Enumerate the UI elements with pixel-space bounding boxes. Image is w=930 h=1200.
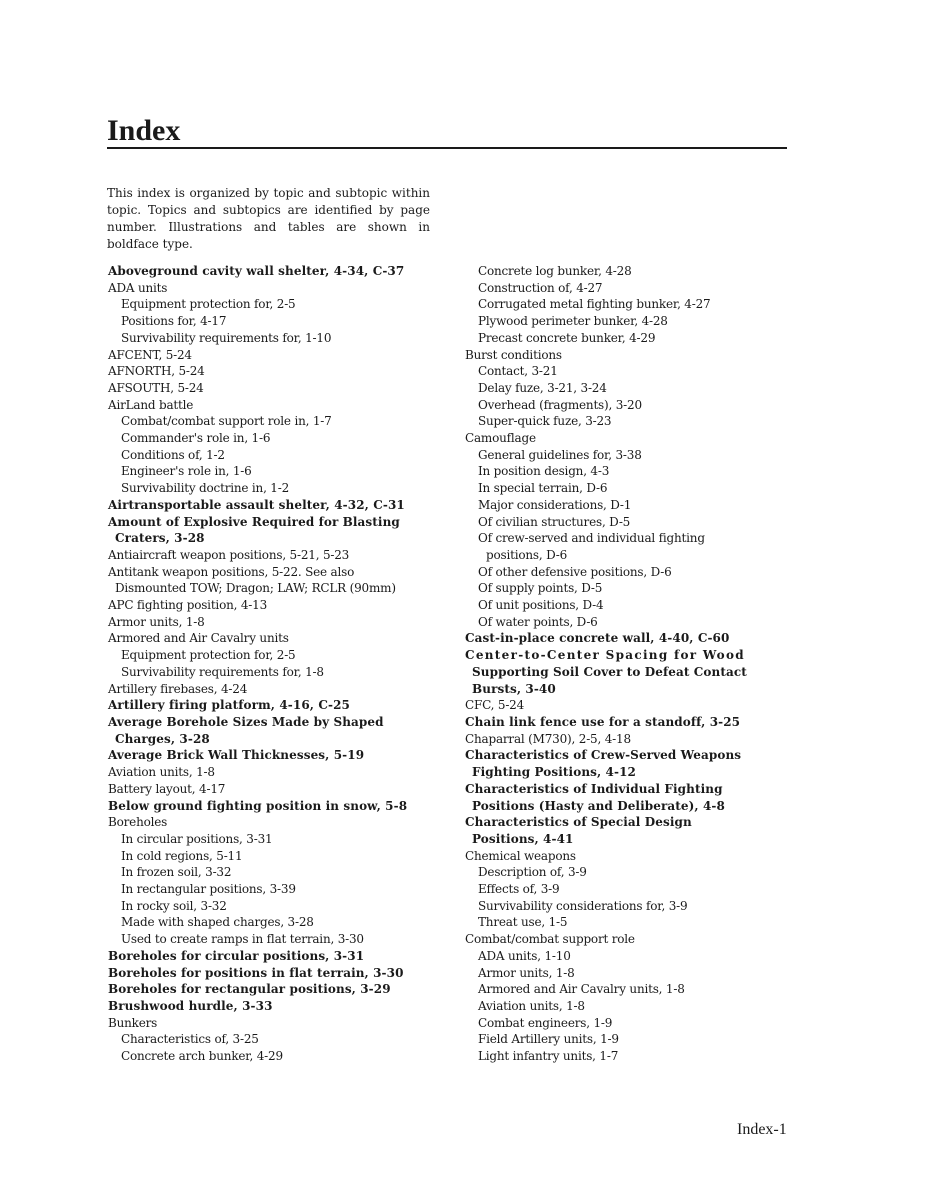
- index-subentry: Concrete arch bunker, 4-29: [121, 1049, 283, 1064]
- index-entry: Boreholes for positions in flat terrain, 3-30: [108, 965, 404, 980]
- index-subentry: Armored and Air Cavalry units, 1-8: [478, 982, 685, 997]
- index-entry: Characteristics of Individual Fighting: [465, 781, 723, 796]
- page-title: Index: [107, 114, 181, 147]
- index-entry-continuation: Positions, 4-41: [472, 831, 574, 846]
- index-entry: Camouflage: [465, 431, 536, 446]
- index-subentry: Made with shaped charges, 3-28: [121, 915, 314, 930]
- index-entry: Chaparral (M730), 2-5, 4-18: [465, 731, 631, 746]
- index-entry: Armor units, 1-8: [108, 614, 205, 629]
- index-entry: APC fighting position, 4-13: [108, 598, 268, 613]
- index-entry: Antitank weapon positions, 5-22. See also: [108, 564, 355, 579]
- index-entry: Artillery firing platform, 4-16, C-25: [108, 698, 350, 713]
- index-entry: Chain link fence use for a standoff, 3-25: [465, 714, 741, 729]
- index-entry: Airtransportable assault shelter, 4-32, C-31: [108, 497, 405, 512]
- index-subentry: Conditions of, 1-2: [121, 447, 225, 462]
- index-entry: Characteristics of Crew-Served Weapons: [465, 748, 742, 763]
- index-subentry: Of supply points, D-5: [478, 581, 603, 596]
- index-subentry: Survivability doctrine in, 1-2: [121, 481, 290, 496]
- index-entry: Antiaircraft weapon positions, 5-21, 5-23: [108, 547, 350, 562]
- index-subentry: Positions for, 4-17: [121, 314, 227, 329]
- index-subentry: Survivability considerations for, 3-9: [478, 898, 688, 913]
- index-entry: Combat/combat support role: [465, 932, 635, 947]
- index-entry: Amount of Explosive Required for Blasting: [108, 514, 400, 529]
- index-subentry: Armor units, 1-8: [478, 965, 575, 980]
- index-entry: Below ground fighting position in snow, 5-8: [108, 798, 408, 813]
- index-entry: AFCENT, 5-24: [108, 347, 192, 362]
- index-entry: Aviation units, 1-8: [108, 765, 215, 780]
- index-subentry: Combat engineers, 1-9: [478, 1015, 613, 1030]
- index-subentry: In cold regions, 5-11: [121, 848, 243, 863]
- index-entry: Battery layout, 4-17: [108, 781, 226, 796]
- index-entry: Boreholes: [108, 815, 168, 830]
- index-entry: Average Brick Wall Thicknesses, 5-19: [108, 748, 365, 763]
- index-entry-continuation: Positions (Hasty and Deliberate), 4-8: [472, 798, 725, 813]
- index-subentry: Of unit positions, D-4: [478, 598, 604, 613]
- index-subentry: Of civilian structures, D-5: [478, 514, 631, 529]
- index-subentry: ADA units, 1-10: [478, 948, 571, 963]
- index-entry: Burst conditions: [465, 347, 562, 362]
- index-intro: This index is organized by topic and subtopic within topic. Topics and subtopics are identified by page number. Illustrations and tables are shown in boldface type.: [107, 186, 430, 251]
- index-subentry: Effects of, 3-9: [478, 882, 560, 897]
- index-entry: CFC, 5-24: [465, 698, 525, 713]
- index-subentry: Description of, 3-9: [478, 865, 587, 880]
- index-entry: ADA units: [108, 280, 168, 295]
- index-entry: Artillery firebases, 4-24: [108, 681, 248, 696]
- index-subentry: Used to create ramps in flat terrain, 3-30: [121, 932, 364, 947]
- index-subentry: Delay fuze, 3-21, 3-24: [478, 380, 607, 395]
- index-entry-continuation: Charges, 3-28: [115, 731, 210, 746]
- index-subentry: Of water points, D-6: [478, 614, 598, 629]
- index-subentry: Characteristics of, 3-25: [121, 1032, 259, 1047]
- index-subentry: Precast concrete bunker, 4-29: [478, 330, 656, 345]
- index-subentry: In rocky soil, 3-32: [121, 898, 227, 913]
- index-subentry: Survivability requirements for, 1-10: [121, 330, 332, 345]
- index-subentry: Threat use, 1-5: [478, 915, 568, 930]
- index-subentry: In rectangular positions, 3-39: [121, 882, 296, 897]
- index-entry: Center-to-Center Spacing for Wood: [465, 648, 745, 663]
- index-subentry: Engineer's role in, 1-6: [121, 464, 252, 479]
- index-subentry: In circular positions, 3-31: [121, 831, 273, 846]
- index-subentry: In special terrain, D-6: [478, 481, 608, 496]
- index-subentry: Combat/combat support role in, 1-7: [121, 414, 332, 429]
- index-subentry: Contact, 3-21: [478, 364, 558, 379]
- index-entry: Chemical weapons: [465, 848, 576, 863]
- index-entry: Bunkers: [108, 1015, 158, 1030]
- index-subentry: Equipment protection for, 2-5: [121, 648, 296, 663]
- index-subentry: Corrugated metal fighting bunker, 4-27: [478, 297, 711, 312]
- index-subentry: Survivability requirements for, 1-8: [121, 664, 324, 679]
- index-subentry: Overhead (fragments), 3-20: [478, 397, 642, 412]
- index-subentry: Construction of, 4-27: [478, 280, 603, 295]
- index-subentry: Plywood perimeter bunker, 4-28: [478, 314, 668, 329]
- index-subentry: Field Artillery units, 1-9: [478, 1032, 619, 1047]
- index-entry: Cast-in-place concrete wall, 4-40, C-60: [465, 631, 730, 646]
- index-subentry: In position design, 4-3: [478, 464, 610, 479]
- index-subentry: Super-quick fuze, 3-23: [478, 414, 612, 429]
- index-entry: Brushwood hurdle, 3-33: [108, 998, 273, 1013]
- index-entry: AFSOUTH, 5-24: [108, 380, 204, 395]
- index-column-left: [108, 263, 438, 1065]
- index-entry: AFNORTH, 5-24: [108, 364, 205, 379]
- index-entry: Characteristics of Special Design: [465, 815, 692, 830]
- index-subentry: Major considerations, D-1: [478, 497, 632, 512]
- index-entry-continuation: Fighting Positions, 4-12: [472, 765, 636, 780]
- index-subentry: Commander's role in, 1-6: [121, 431, 271, 446]
- index-entry: Aboveground cavity wall shelter, 4-34, C-37: [108, 264, 405, 278]
- index-entry-continuation: Bursts, 3-40: [472, 681, 556, 696]
- index-subentry: Equipment protection for, 2-5: [121, 297, 296, 312]
- index-subentry: Of crew-served and individual fighting: [478, 531, 705, 546]
- title-rule: [107, 147, 787, 149]
- index-entry-continuation: Craters, 3-28: [115, 531, 205, 546]
- index-entry: Average Borehole Sizes Made by Shaped: [108, 714, 384, 729]
- index-subentry: General guidelines for, 3-38: [478, 447, 642, 462]
- index-entry: Boreholes for rectangular positions, 3-29: [108, 982, 391, 997]
- index-subentry: Aviation units, 1-8: [478, 998, 585, 1013]
- index-entry: AirLand battle: [108, 397, 194, 412]
- index-subentry: Of other defensive positions, D-6: [478, 564, 672, 579]
- index-subentry: Concrete log bunker, 4-28: [478, 264, 632, 278]
- page-number: Index-1: [737, 1121, 787, 1138]
- index-entry-continuation: positions, D-6: [486, 547, 568, 562]
- index-entry: Armored and Air Cavalry units: [108, 631, 289, 646]
- index-subentry: Light infantry units, 1-7: [478, 1049, 619, 1064]
- index-entry: Boreholes for circular positions, 3-31: [108, 948, 365, 963]
- index-entry-continuation: Dismounted TOW; Dragon; LAW; RCLR (90mm): [115, 581, 396, 596]
- index-column-right: [465, 263, 795, 1065]
- index-entry-continuation: Supporting Soil Cover to Defeat Contact: [472, 664, 747, 679]
- index-subentry: In frozen soil, 3-32: [121, 865, 232, 880]
